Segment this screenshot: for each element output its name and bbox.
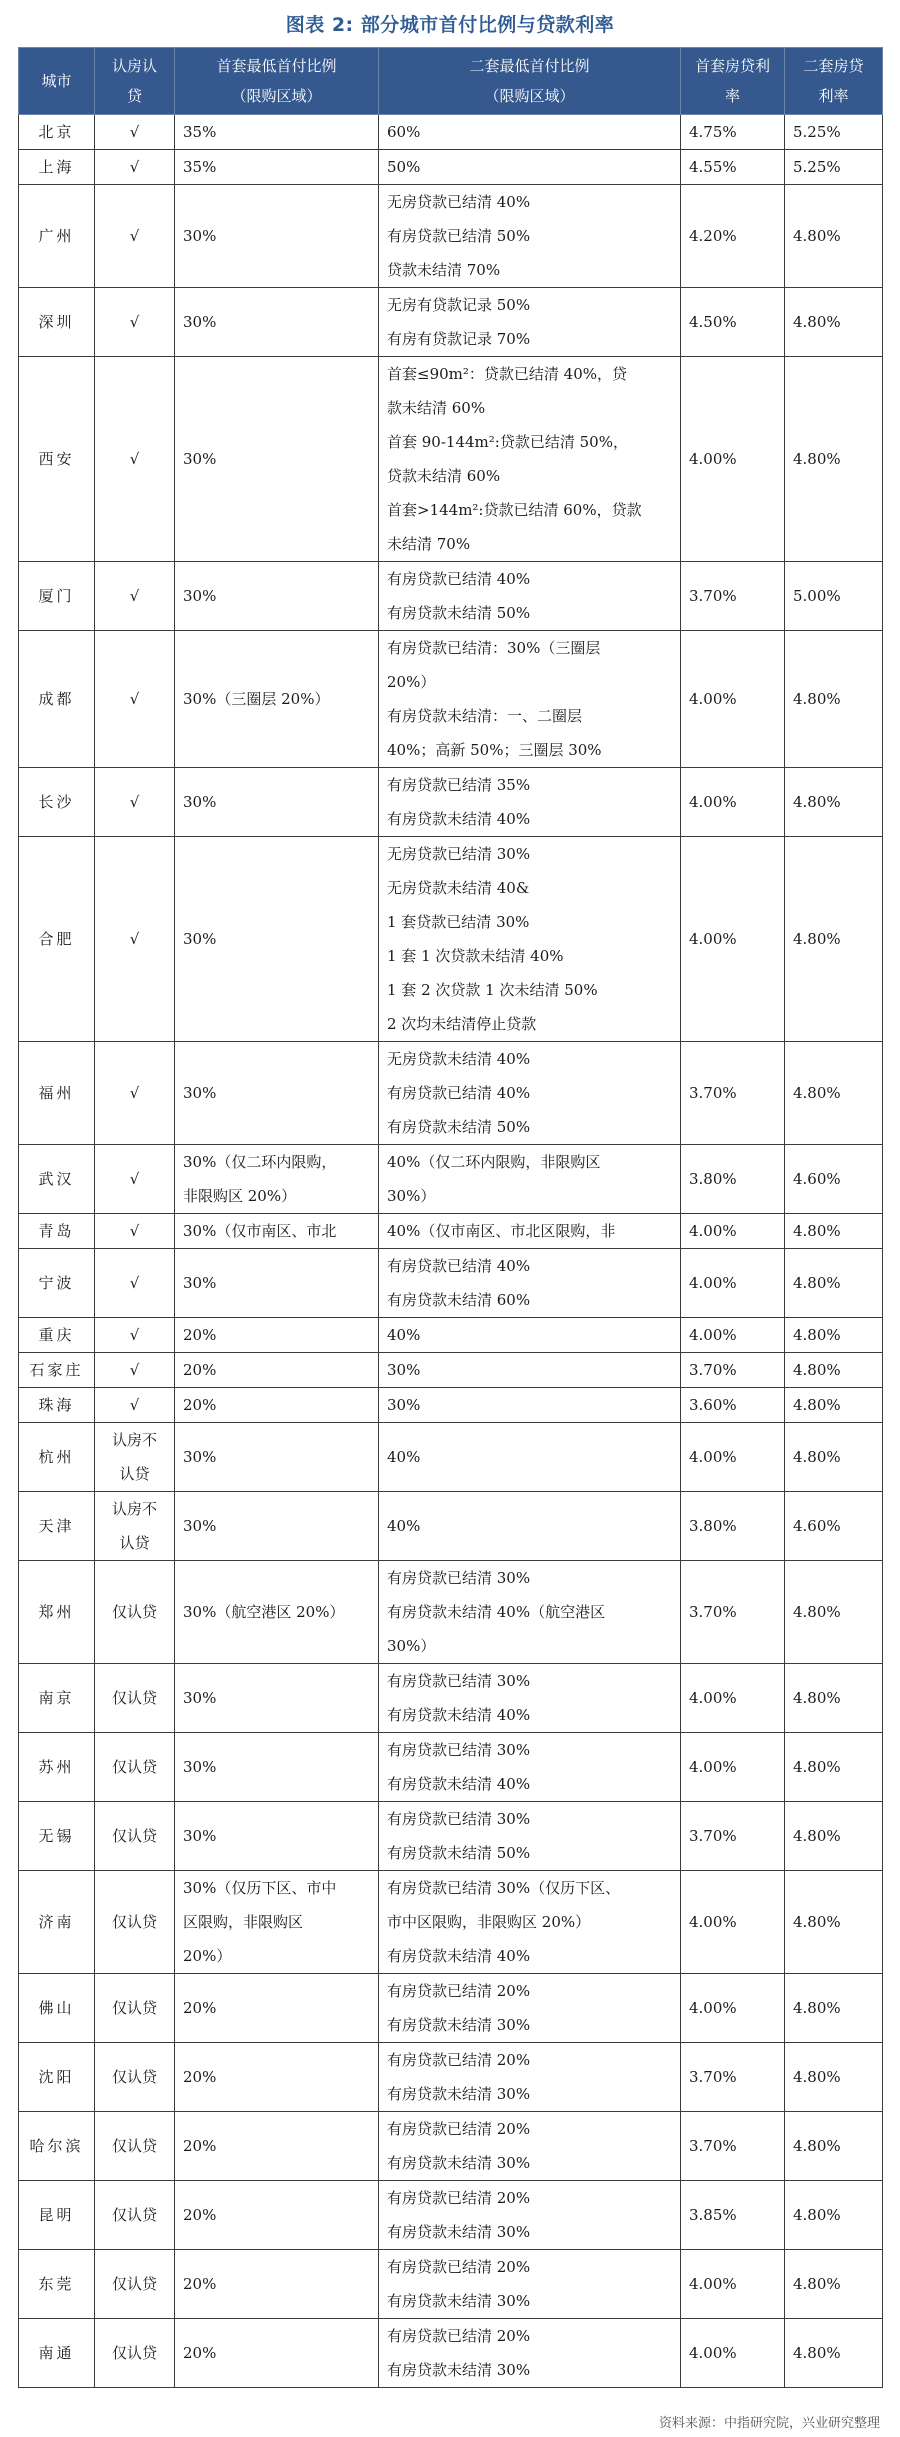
cell-first-rate: 4.75% <box>681 115 785 150</box>
cell-first-down-payment: 30% <box>175 288 379 357</box>
cell-first-rate: 3.70% <box>681 562 785 631</box>
cell-recognize: 仅认贷 <box>95 1802 175 1871</box>
table-row <box>19 1871 883 1974</box>
cell-recognize: 认房不 认贷 <box>95 1423 175 1492</box>
cell-city: 福州 <box>19 1042 95 1145</box>
cell-first-rate: 3.85% <box>681 2181 785 2250</box>
cell-first-down-payment: 30%（仅市南区、市北 <box>175 1214 379 1249</box>
table-row <box>19 2181 883 2250</box>
cell-first-down-payment: 20% <box>175 1974 379 2043</box>
cell-recognize: √ <box>95 1388 175 1423</box>
cell-recognize: 仅认贷 <box>95 1664 175 1733</box>
cell-second-rate: 4.80% <box>785 837 883 1042</box>
cell-second-rate: 5.25% <box>785 150 883 185</box>
cell-second-rate: 4.80% <box>785 1974 883 2043</box>
cell-first-rate: 3.80% <box>681 1145 785 1214</box>
table-row <box>19 1561 883 1664</box>
cell-recognize: 认房不 认贷 <box>95 1492 175 1561</box>
cell-recognize: 仅认贷 <box>95 1871 175 1974</box>
cell-first-rate: 4.00% <box>681 1249 785 1318</box>
cell-second-rate: 4.80% <box>785 1042 883 1145</box>
cell-city: 南通 <box>19 2319 95 2388</box>
cell-second-down-payment: 有房贷款已结清 30% 有房贷款未结清 40% <box>379 1733 681 1802</box>
cell-city: 南京 <box>19 1664 95 1733</box>
cell-recognize: √ <box>95 357 175 562</box>
cell-first-down-payment: 30%（仅历下区、市中 区限购，非限购区 20%） <box>175 1871 379 1974</box>
cell-second-rate: 4.80% <box>785 2181 883 2250</box>
cell-first-down-payment: 20% <box>175 2112 379 2181</box>
table-row <box>19 1974 883 2043</box>
table-row <box>19 1733 883 1802</box>
cell-recognize: √ <box>95 185 175 288</box>
cell-second-rate: 4.80% <box>785 357 883 562</box>
cell-first-rate: 3.60% <box>681 1388 785 1423</box>
cell-city: 济南 <box>19 1871 95 1974</box>
table-row <box>19 1145 883 1214</box>
cell-first-down-payment: 30% <box>175 1423 379 1492</box>
cell-second-rate: 5.25% <box>785 115 883 150</box>
table-header-row <box>19 48 883 115</box>
cell-second-rate: 4.80% <box>785 2043 883 2112</box>
cell-second-down-payment: 无房贷款未结清 40% 有房贷款已结清 40% 有房贷款未结清 50% <box>379 1042 681 1145</box>
cell-second-down-payment: 50% <box>379 150 681 185</box>
cell-city: 杭州 <box>19 1423 95 1492</box>
cell-first-rate: 4.00% <box>681 1664 785 1733</box>
table-row <box>19 185 883 288</box>
cell-first-rate: 3.70% <box>681 1042 785 1145</box>
cell-first-rate: 4.00% <box>681 837 785 1042</box>
cell-second-down-payment: 有房贷款已结清 30% 有房贷款未结清 40% <box>379 1664 681 1733</box>
cell-first-down-payment: 20% <box>175 2181 379 2250</box>
cell-second-rate: 4.80% <box>785 1802 883 1871</box>
cell-second-rate: 4.80% <box>785 631 883 768</box>
table-row <box>19 562 883 631</box>
table-row <box>19 631 883 768</box>
source-note: 资料来源：中指研究院，兴业研究整理 <box>658 2416 880 2431</box>
cell-second-down-payment: 有房贷款已结清 20% 有房贷款未结清 30% <box>379 2250 681 2319</box>
table-row <box>19 1214 883 1249</box>
header-first-rate: 首套房贷利 率 <box>681 48 785 115</box>
cell-recognize: 仅认贷 <box>95 2112 175 2181</box>
cell-first-rate: 4.00% <box>681 357 785 562</box>
cell-city: 东莞 <box>19 2250 95 2319</box>
cell-first-down-payment: 30% <box>175 1733 379 1802</box>
cell-second-down-payment: 有房贷款已结清 35% 有房贷款未结清 40% <box>379 768 681 837</box>
cell-city: 佛山 <box>19 1974 95 2043</box>
table-row <box>19 1492 883 1561</box>
cell-first-rate: 4.00% <box>681 1214 785 1249</box>
header-first-down-payment: 首套最低首付比例 （限购区域） <box>175 48 379 115</box>
cell-recognize: √ <box>95 1249 175 1318</box>
cell-first-down-payment: 30%（三圈层 20%） <box>175 631 379 768</box>
down-payment-rate-table <box>18 47 883 2388</box>
cell-first-down-payment: 20% <box>175 2250 379 2319</box>
cell-first-rate: 3.70% <box>681 1353 785 1388</box>
cell-second-down-payment: 无房有贷款记录 50% 有房有贷款记录 70% <box>379 288 681 357</box>
cell-second-rate: 4.80% <box>785 1249 883 1318</box>
cell-first-rate: 4.20% <box>681 185 785 288</box>
cell-city: 广州 <box>19 185 95 288</box>
cell-second-down-payment: 有房贷款已结清 30% 有房贷款未结清 40%（航空港区 30%） <box>379 1561 681 1664</box>
cell-second-down-payment: 30% <box>379 1388 681 1423</box>
cell-city: 长沙 <box>19 768 95 837</box>
table-row <box>19 1664 883 1733</box>
cell-recognize: √ <box>95 631 175 768</box>
table-row <box>19 115 883 150</box>
cell-recognize: 仅认贷 <box>95 2043 175 2112</box>
cell-city: 天津 <box>19 1492 95 1561</box>
cell-second-rate: 4.80% <box>785 288 883 357</box>
table-row <box>19 837 883 1042</box>
cell-city: 沈阳 <box>19 2043 95 2112</box>
table-row <box>19 2319 883 2388</box>
cell-recognize: √ <box>95 1353 175 1388</box>
cell-recognize: 仅认贷 <box>95 2319 175 2388</box>
cell-recognize: 仅认贷 <box>95 1974 175 2043</box>
cell-recognize: 仅认贷 <box>95 1733 175 1802</box>
cell-city: 重庆 <box>19 1318 95 1353</box>
cell-second-down-payment: 有房贷款已结清 20% 有房贷款未结清 30% <box>379 2043 681 2112</box>
cell-second-down-payment: 有房贷款已结清 40% 有房贷款未结清 50% <box>379 562 681 631</box>
cell-recognize: 仅认贷 <box>95 2250 175 2319</box>
table-row <box>19 768 883 837</box>
cell-first-down-payment: 35% <box>175 150 379 185</box>
cell-second-rate: 5.00% <box>785 562 883 631</box>
cell-city: 深圳 <box>19 288 95 357</box>
cell-recognize: √ <box>95 1318 175 1353</box>
cell-city: 厦门 <box>19 562 95 631</box>
cell-first-rate: 4.00% <box>681 2250 785 2319</box>
cell-first-down-payment: 30% <box>175 1664 379 1733</box>
cell-second-rate: 4.80% <box>785 768 883 837</box>
cell-second-rate: 4.80% <box>785 1214 883 1249</box>
cell-first-rate: 4.00% <box>681 631 785 768</box>
cell-first-down-payment: 35% <box>175 115 379 150</box>
cell-first-down-payment: 30% <box>175 1042 379 1145</box>
cell-second-down-payment: 首套≤90m²：贷款已结清 40%，贷 款未结清 60% 首套 90-144m²:贷款已结清 50%， 贷款未结清 60% 首套>144m²:贷款已结清 60%，贷款 未结清 70% <box>379 357 681 562</box>
cell-second-down-payment: 无房贷款已结清 40% 有房贷款已结清 50% 贷款未结清 70% <box>379 185 681 288</box>
cell-recognize: √ <box>95 1145 175 1214</box>
cell-city: 武汉 <box>19 1145 95 1214</box>
cell-first-down-payment: 30%（仅二环内限购， 非限购区 20%） <box>175 1145 379 1214</box>
cell-first-down-payment: 20% <box>175 2319 379 2388</box>
cell-city: 哈尔滨 <box>19 2112 95 2181</box>
cell-city: 北京 <box>19 115 95 150</box>
cell-second-rate: 4.80% <box>785 1388 883 1423</box>
cell-first-rate: 3.70% <box>681 2112 785 2181</box>
cell-first-rate: 4.55% <box>681 150 785 185</box>
cell-first-rate: 4.00% <box>681 768 785 837</box>
cell-recognize: √ <box>95 768 175 837</box>
cell-second-down-payment: 40% <box>379 1492 681 1561</box>
cell-city: 苏州 <box>19 1733 95 1802</box>
header-second-rate: 二套房贷 利率 <box>785 48 883 115</box>
table-row <box>19 1802 883 1871</box>
table-row <box>19 1423 883 1492</box>
page-title: 图表 2: 部分城市首付比例与贷款利率 <box>285 14 615 36</box>
cell-first-down-payment: 30% <box>175 1492 379 1561</box>
cell-first-rate: 4.00% <box>681 2319 785 2388</box>
cell-first-rate: 4.00% <box>681 1871 785 1974</box>
table-body <box>19 115 883 2388</box>
table-row <box>19 1388 883 1423</box>
cell-first-rate: 3.80% <box>681 1492 785 1561</box>
table-row <box>19 1318 883 1353</box>
cell-second-down-payment: 有房贷款已结清 30%（仅历下区、 市中区限购，非限购区 20%） 有房贷款未结清 40% <box>379 1871 681 1974</box>
cell-city: 西安 <box>19 357 95 562</box>
cell-second-rate: 4.80% <box>785 2319 883 2388</box>
cell-second-rate: 4.60% <box>785 1492 883 1561</box>
cell-second-rate: 4.80% <box>785 1318 883 1353</box>
cell-second-down-payment: 有房贷款已结清 20% 有房贷款未结清 30% <box>379 2112 681 2181</box>
cell-second-rate: 4.80% <box>785 1561 883 1664</box>
cell-first-down-payment: 30% <box>175 837 379 1042</box>
cell-second-down-payment: 40%（仅市南区、市北区限购，非 <box>379 1214 681 1249</box>
cell-city: 郑州 <box>19 1561 95 1664</box>
cell-city: 无锡 <box>19 1802 95 1871</box>
cell-second-rate: 4.80% <box>785 2112 883 2181</box>
cell-city: 合肥 <box>19 837 95 1042</box>
table-row <box>19 2043 883 2112</box>
cell-second-rate: 4.80% <box>785 185 883 288</box>
cell-second-rate: 4.60% <box>785 1145 883 1214</box>
header-city: 城市 <box>19 48 95 115</box>
cell-first-rate: 4.50% <box>681 288 785 357</box>
cell-city: 石家庄 <box>19 1353 95 1388</box>
cell-city: 上海 <box>19 150 95 185</box>
table-row <box>19 288 883 357</box>
table-row <box>19 1353 883 1388</box>
cell-second-down-payment: 40% <box>379 1318 681 1353</box>
cell-recognize: √ <box>95 837 175 1042</box>
cell-first-down-payment: 30% <box>175 768 379 837</box>
cell-first-rate: 3.70% <box>681 2043 785 2112</box>
cell-first-rate: 4.00% <box>681 1318 785 1353</box>
cell-second-rate: 4.80% <box>785 1733 883 1802</box>
cell-second-down-payment: 60% <box>379 115 681 150</box>
cell-first-down-payment: 20% <box>175 1318 379 1353</box>
cell-first-rate: 4.00% <box>681 1974 785 2043</box>
cell-second-down-payment: 有房贷款已结清 20% 有房贷款未结清 30% <box>379 2181 681 2250</box>
cell-second-down-payment: 有房贷款已结清 30% 有房贷款未结清 50% <box>379 1802 681 1871</box>
cell-city: 珠海 <box>19 1388 95 1423</box>
table-row <box>19 1042 883 1145</box>
cell-recognize: √ <box>95 1042 175 1145</box>
cell-first-rate: 4.00% <box>681 1733 785 1802</box>
table-row <box>19 357 883 562</box>
cell-second-down-payment: 40%（仅二环内限购，非限购区 30%） <box>379 1145 681 1214</box>
cell-first-down-payment: 30% <box>175 357 379 562</box>
table-row <box>19 2112 883 2181</box>
cell-first-rate: 3.70% <box>681 1561 785 1664</box>
cell-city: 成都 <box>19 631 95 768</box>
table-row <box>19 1249 883 1318</box>
cell-first-down-payment: 20% <box>175 2043 379 2112</box>
cell-recognize: 仅认贷 <box>95 2181 175 2250</box>
cell-first-down-payment: 30% <box>175 562 379 631</box>
cell-second-down-payment: 30% <box>379 1353 681 1388</box>
header-recognize: 认房认 贷 <box>95 48 175 115</box>
cell-second-down-payment: 40% <box>379 1423 681 1492</box>
cell-first-down-payment: 30%（航空港区 20%） <box>175 1561 379 1664</box>
cell-second-down-payment: 无房贷款已结清 30% 无房贷款未结清 40& 1 套贷款已结清 30% 1 套 1 次贷款未结清 40% 1 套 2 次贷款 1 次未结清 50% 2 次均未结清停止贷款 <box>379 837 681 1042</box>
cell-first-down-payment: 30% <box>175 1802 379 1871</box>
cell-first-down-payment: 30% <box>175 1249 379 1318</box>
cell-second-rate: 4.80% <box>785 1664 883 1733</box>
cell-recognize: √ <box>95 562 175 631</box>
cell-second-rate: 4.80% <box>785 2250 883 2319</box>
cell-first-rate: 4.00% <box>681 1423 785 1492</box>
cell-recognize: √ <box>95 288 175 357</box>
cell-first-down-payment: 20% <box>175 1353 379 1388</box>
cell-second-down-payment: 有房贷款已结清 20% 有房贷款未结清 30% <box>379 2319 681 2388</box>
cell-second-rate: 4.80% <box>785 1353 883 1388</box>
cell-second-down-payment: 有房贷款已结清 40% 有房贷款未结清 60% <box>379 1249 681 1318</box>
cell-second-down-payment: 有房贷款已结清 20% 有房贷款未结清 30% <box>379 1974 681 2043</box>
cell-city: 昆明 <box>19 2181 95 2250</box>
cell-first-down-payment: 30% <box>175 185 379 288</box>
cell-recognize: √ <box>95 150 175 185</box>
cell-recognize: √ <box>95 1214 175 1249</box>
cell-recognize: 仅认贷 <box>95 1561 175 1664</box>
cell-second-rate: 4.80% <box>785 1423 883 1492</box>
table-row <box>19 2250 883 2319</box>
cell-second-down-payment: 有房贷款已结清：30%（三圈层 20%） 有房贷款未结清：一、二圈层 40%；高新 50%；三圈层 30% <box>379 631 681 768</box>
cell-recognize: √ <box>95 115 175 150</box>
cell-first-down-payment: 20% <box>175 1388 379 1423</box>
header-second-down-payment: 二套最低首付比例 （限购区域） <box>379 48 681 115</box>
table-row <box>19 150 883 185</box>
cell-city: 宁波 <box>19 1249 95 1318</box>
cell-second-rate: 4.80% <box>785 1871 883 1974</box>
cell-first-rate: 3.70% <box>681 1802 785 1871</box>
cell-city: 青岛 <box>19 1214 95 1249</box>
